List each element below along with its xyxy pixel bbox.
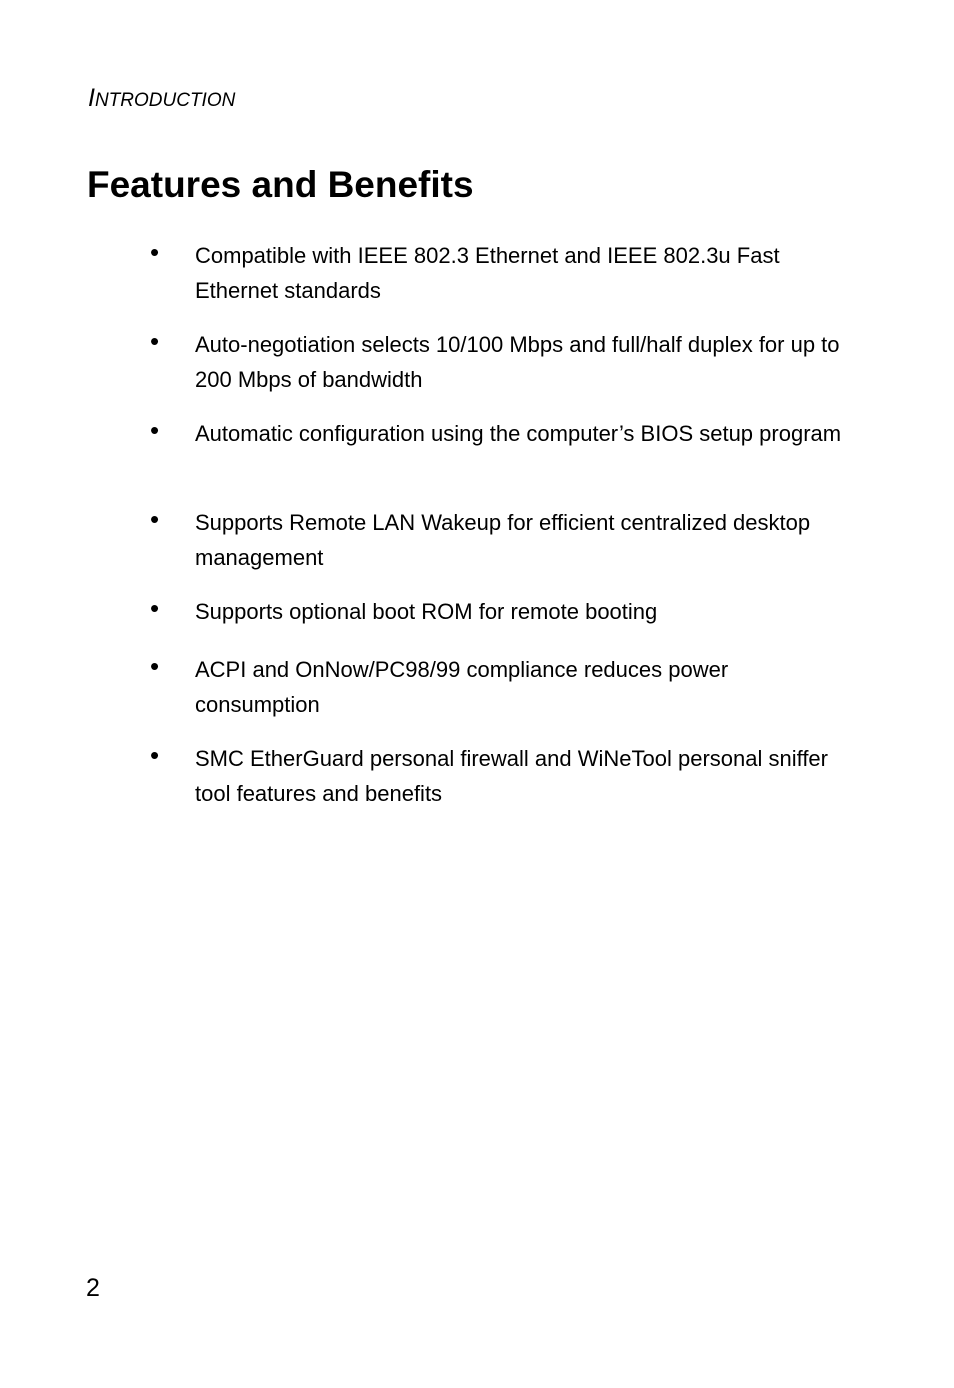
list-item-text: Auto-negotiation selects 10/100 Mbps and full/half duplex for up to 200 Mbps of bandwidth — [195, 332, 840, 392]
page-number: 2 — [86, 1274, 100, 1302]
list-item-text: Supports optional boot ROM for remote booting — [195, 599, 658, 624]
running-header — [88, 82, 235, 117]
list-item-text: SMC EtherGuard personal firewall and WiNeTool personal sniffer tool features and benefits — [195, 746, 828, 806]
list-item-text: ACPI and OnNow/PC98/99 compliance reduces power consumption — [195, 657, 729, 717]
bullet-icon: • — [150, 415, 160, 445]
bullet-icon: • — [150, 237, 160, 267]
running-header-rest: NTRODUCTION — [94, 90, 236, 111]
page-title: Features and Benefits — [87, 164, 474, 205]
running-header-initial: I — [88, 84, 95, 112]
bullet-icon: • — [150, 593, 160, 623]
list-item-text: Supports Remote LAN Wakeup for efficient centralized desktop management — [195, 510, 811, 570]
bullet-icon: • — [150, 651, 160, 681]
list-item-text: Compatible with IEEE 802.3 Ethernet and IEEE 802.3u Fast Ethernet standards — [195, 243, 780, 303]
bullet-icon: • — [150, 504, 160, 534]
bullet-icon: • — [150, 740, 160, 770]
bullet-icon: • — [150, 326, 160, 356]
list-item-text: Automatic configuration using the computer’s BIOS setup program — [195, 421, 842, 446]
